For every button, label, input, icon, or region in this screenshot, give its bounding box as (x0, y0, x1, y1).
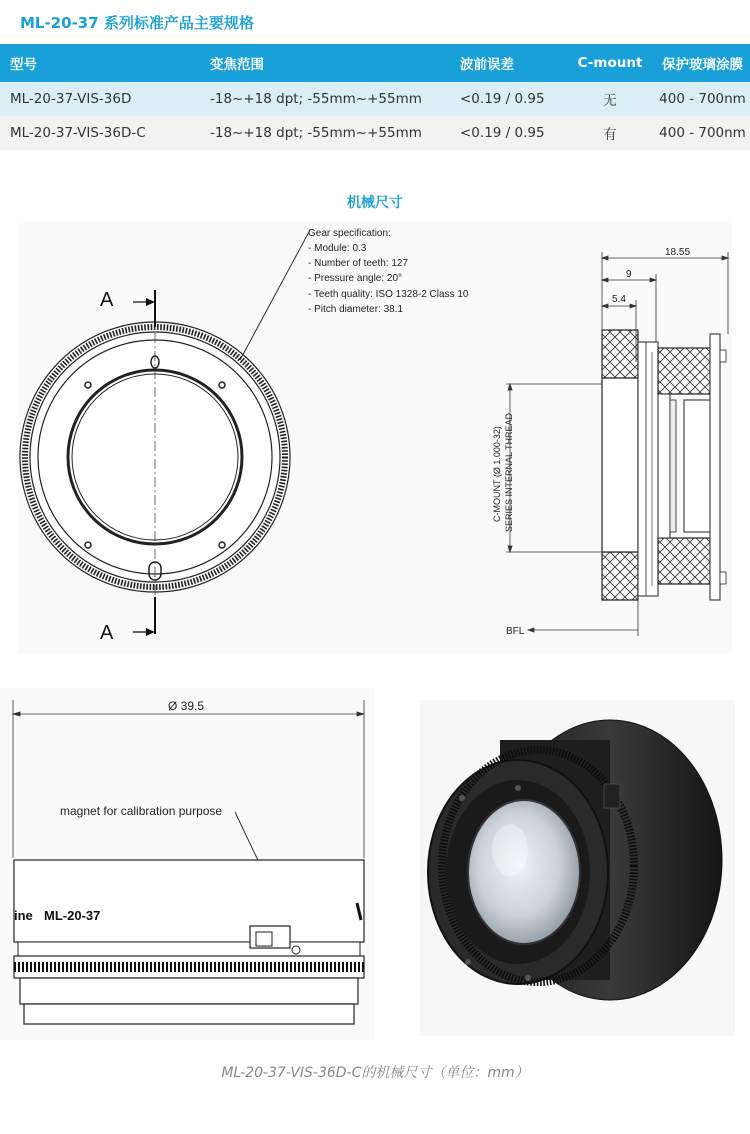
cell-model: ML-20-37-VIS-36D-C (0, 116, 200, 150)
thread-label-2: SERIES INTERNAL THREAD (504, 412, 514, 532)
spec-table (0, 44, 750, 150)
product-render-panel (420, 700, 735, 1036)
lens-body (428, 720, 722, 1000)
brand-text: ML-20-37 (44, 908, 101, 923)
spec-title: ML-20-37 系列标准产品主要规格 (20, 14, 254, 32)
cell-coating: 400 - 700nm (655, 116, 750, 150)
cell-coating: 400 - 700nm (655, 82, 750, 116)
side-view-panel (0, 688, 375, 1040)
bfl-dimension (528, 628, 638, 632)
section-view-panel (470, 222, 732, 654)
mechanical-dimensions-title: 机械尺寸 (347, 195, 403, 211)
section-view-drawing (470, 222, 732, 654)
cell-c-mount: 有 (565, 116, 655, 150)
cell-wavefront-error: <0.19 / 0.95 (450, 116, 565, 150)
side-view-drawing (0, 688, 375, 1040)
section-label-top: A (100, 289, 114, 311)
brand-prefix: ine (14, 908, 33, 923)
header-wavefront-error: 波前误差 (450, 44, 565, 82)
gear-spec-pressure-angle: - Pressure angle: 20° (308, 273, 403, 284)
gear-spec-pitch-diameter: - Pitch diameter: 38.1 (308, 304, 404, 315)
table-row (0, 82, 750, 116)
dim-mid-width: 9 (626, 269, 632, 280)
cell-model: ML-20-37-VIS-36D (0, 82, 200, 116)
header-coating: 保护玻璃涂膜 (655, 44, 750, 82)
gear-spec-heading: Gear specification: (308, 228, 391, 239)
front-view-drawing (18, 222, 488, 654)
diameter-dimension (13, 700, 364, 858)
section-marker-top (100, 289, 155, 327)
section-label-bottom: A (100, 622, 114, 644)
cell-wavefront-error: <0.19 / 0.95 (450, 82, 565, 116)
figure-caption: ML-20-37-VIS-36D-C的机械尺寸（单位：mm） (221, 1065, 529, 1081)
diameter-label: Ø 39.5 (168, 699, 205, 713)
gear-spec-quality: - Teeth quality: ISO 1328-2 Class 10 (308, 289, 469, 300)
section-marker-bottom (100, 597, 155, 644)
cell-zoom-range: -18~+18 dpt; -55mm~+55mm (200, 116, 450, 150)
gear-specification (308, 228, 469, 315)
header-model: 型号 (0, 44, 200, 82)
dim-total-width: 18.55 (665, 247, 691, 258)
table-row (0, 116, 750, 150)
thread-label-1: C-MOUNT (Ø 1.000-32) (492, 426, 502, 522)
side-body (14, 860, 364, 1024)
dim-small-width: 5.4 (612, 294, 626, 305)
table-header-row (0, 44, 750, 82)
magnet-label: magnet for calibration purpose (60, 804, 223, 818)
header-c-mount: C-mount (565, 44, 655, 82)
section-body (602, 330, 726, 636)
header-zoom-range: 变焦范围 (200, 44, 450, 82)
cell-zoom-range: -18~+18 dpt; -55mm~+55mm (200, 82, 450, 116)
front-view-panel (18, 222, 488, 654)
gear-leader-line (240, 230, 310, 360)
product-render (420, 700, 735, 1036)
bfl-label: BFL (506, 626, 525, 637)
cell-c-mount: 无 (565, 82, 655, 116)
gear-spec-teeth: - Number of teeth: 127 (308, 258, 409, 269)
thread-dimension (506, 384, 602, 552)
gear-spec-module: - Module: 0.3 (308, 243, 367, 254)
